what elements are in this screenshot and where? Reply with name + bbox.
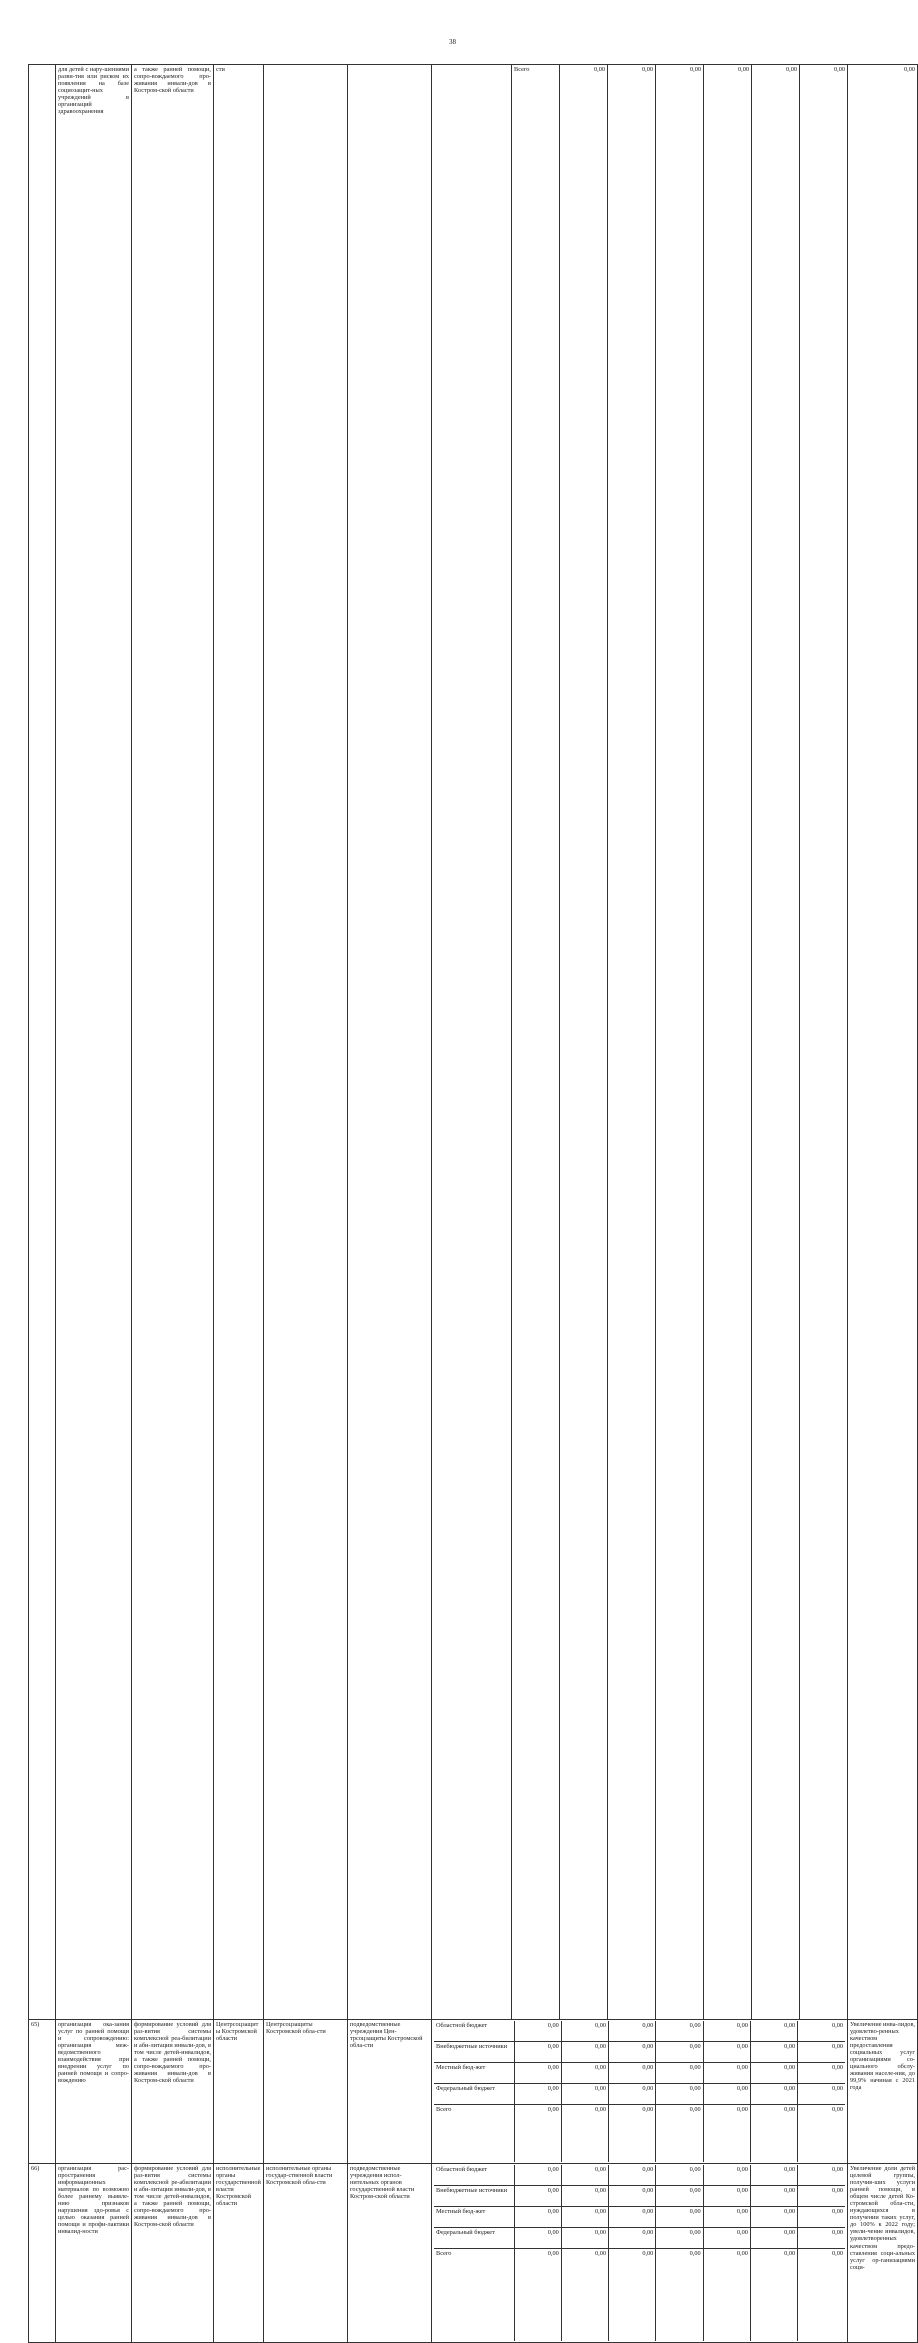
row-number: 65) [29, 2019, 56, 2163]
value-cell: 0,00 [831, 2250, 843, 2258]
row-number [29, 65, 56, 2020]
value-cell: 0,00 [750, 2207, 797, 2228]
value-cell: 0,00 [798, 2042, 845, 2063]
source-label: Федеральный бюджет [434, 2228, 514, 2249]
value-cell: 0,00 [656, 2165, 703, 2186]
source-label: Внебюджетные источники [434, 2042, 514, 2063]
task-cell: организация рас-пространения информационных материалов по возможно более раннему выявле-нию признаков нарушения здо-ровья с целью оказания ранней помощи и профи-лактики инвалид-ности [56, 2163, 132, 2342]
value-cell: 0,00 [561, 2105, 608, 2162]
value-cell: 0,00 [609, 2249, 656, 2341]
source-label: Местный бюд-жет [434, 2207, 514, 2228]
value-cell: 0,00 [561, 2042, 608, 2063]
value-cell: 0,00 [514, 2228, 561, 2249]
value-cell: 0,00 [514, 2249, 561, 2341]
table-row [29, 65, 918, 2020]
value-cell: 0,00 [609, 2228, 656, 2249]
result-cell: Увеличение инва-лидов, удовлетво-ренных качеством предоставления социальных услуг организациями со-циального обслу-живания населе-ния, до 99,9% начиная с 2021 года [848, 2019, 918, 2163]
value-cell: 0,00 [703, 2249, 750, 2341]
program-table [28, 64, 918, 2343]
value-cell: 0,00 [609, 2042, 656, 2063]
source-label: Областной бюджет [434, 2165, 514, 2186]
value-cell: 0,00 [514, 2165, 561, 2186]
value-cell: 0,00 [703, 2042, 750, 2063]
value-cell: 0,00 [514, 2063, 561, 2084]
source-label: Местный бюд-жет [434, 2063, 514, 2084]
value-cell: 0,00 [750, 2063, 797, 2084]
value-cell: 0,00 [561, 2186, 608, 2207]
value-cell: 0,00 [750, 2105, 797, 2162]
value-cell: 0,00 [703, 2105, 750, 2162]
result-cell: Увеличение доли детей целевой группы, получив-ших услуги ранней помощи, в общем числе детей Ко-стромской обла-сти, нуждающихся в получении таких услуг, до 100% к 2022 году; увели-чение инвалидов, удовлетворенных качеством предо-ставления соци-альных услуг ор-ганизациями соци- [848, 2163, 918, 2342]
source-label: Федеральный бюджет [434, 2084, 514, 2105]
value-cell: 0,00 [514, 2084, 561, 2105]
value-cell: 0,00 [514, 2186, 561, 2207]
value-cell: 0,00 [609, 2165, 656, 2186]
executor-cell [264, 65, 348, 2020]
executor-cell: подведомственные учреждения испол-нительных органов государственной власти Костром-ской области [348, 2163, 432, 2342]
page-number: 38 [449, 38, 456, 46]
value-cell: 0,00 [656, 2063, 703, 2084]
value-cell: 0,00 [703, 2228, 750, 2249]
value-cell: 0,00 [656, 2105, 703, 2162]
value-cell: 0,00 [750, 2249, 797, 2341]
table-row [29, 2019, 918, 2163]
executor-cell [348, 65, 432, 2020]
value-cell: 0,00 [609, 2021, 656, 2042]
value-cell: 0,00 [561, 2249, 608, 2341]
executor-cell: Центрсоцзащиты Костромской области [214, 2019, 264, 2163]
value-cell: 0,00 [750, 2228, 797, 2249]
measure-cell: формирование условий для раз-вития системы комплексной ре-абилитации и аби-литации инвали-дов, в том числе детей-инвалидов, а также ранней помощи, сопро-вождаемого про-живания инвали-дов в Костром-ской области [132, 2163, 214, 2342]
value-cell: 0,00 [561, 2165, 608, 2186]
value-cell: 0,00 [561, 2021, 608, 2042]
value-cell: 0,00 [514, 2021, 561, 2042]
value-cell: 0,00 [800, 65, 848, 2020]
value-cell: 0,00 [752, 65, 800, 2020]
value-cell: 0,00 [798, 2186, 845, 2207]
funding-block [432, 2019, 848, 2163]
task-cell: организация ока-зания услуг по ранней помощи и сопровождению: организация меж-ведомственного взаимодействия при внедрении услуг по ранней помощи и сопро-вождению [56, 2019, 132, 2163]
value-cell: 0,00 [656, 2084, 703, 2105]
value-cell: 0,00 [848, 65, 918, 2020]
source-label: Внебюджетные источники [434, 2186, 514, 2207]
value-cell: 0,00 [703, 2186, 750, 2207]
funding-block [432, 2163, 848, 2342]
value-cell: 0,00 [514, 2105, 561, 2162]
value-cell: 0,00 [831, 2106, 843, 2114]
value-cell: 0,00 [750, 2084, 797, 2105]
source-label: Областной бюджет [434, 2021, 514, 2042]
value-cell: 0,00 [798, 2228, 845, 2249]
value-cell: 0,00 [703, 2207, 750, 2228]
value-cell: 0,00 [656, 2228, 703, 2249]
value-cell: 0,00 [703, 2084, 750, 2105]
value-cell: 0,00 [609, 2186, 656, 2207]
value-cell: 0,00 [750, 2042, 797, 2063]
value-cell: 0,00 [608, 65, 656, 2020]
value-cell: 0,00 [609, 2207, 656, 2228]
executor-cell: Центрсоцзащиты Костромской обла-сти [264, 2019, 348, 2163]
value-cell: 0,00 [561, 2084, 608, 2105]
executor-cell: исполнительные органы государ-ственной власти Костромской обла-сти [264, 2163, 348, 2342]
task-cell: для детей с нару-шениями разви-тия или риском их появления на базе социозащит-ных учреждений в организаций здравоохранения [56, 65, 132, 2020]
executor-cell [432, 65, 512, 2020]
value-cell: 0,00 [609, 2084, 656, 2105]
value-cell: 0,00 [798, 2063, 845, 2084]
value-cell: 0,00 [798, 2165, 845, 2186]
value-cell: 0,00 [514, 2042, 561, 2063]
executor-cell: исполнительные органы государственной власти Костромской области [214, 2163, 264, 2342]
value-cell: 0,00 [750, 2186, 797, 2207]
value-cell: 0,00 [750, 2021, 797, 2042]
value-cell: 0,00 [656, 2207, 703, 2228]
value-cell: 0,00 [609, 2105, 656, 2162]
value-cell: 0,00 [561, 2063, 608, 2084]
source-cell: Всего [512, 65, 560, 2020]
value-cell: 0,00 [798, 2207, 845, 2228]
executor-cell: подведомственные учреждения Цен-трсоцзащиты Костромской обла-сти [348, 2019, 432, 2163]
value-cell: 0,00 [703, 2021, 750, 2042]
value-cell: 0,00 [704, 65, 752, 2020]
value-cell: 0,00 [798, 2084, 845, 2105]
table-row [29, 2163, 918, 2342]
executor-cell: сти [214, 65, 264, 2020]
value-cell: 0,00 [798, 2021, 845, 2042]
value-cell: 0,00 [750, 2165, 797, 2186]
source-label: Всего [434, 2105, 514, 2162]
value-cell: 0,00 [656, 2186, 703, 2207]
value-cell: 0,00 [561, 2207, 608, 2228]
measure-cell: формирование условий для раз-вития системы комплексной реа-билитации и аби-литации инвали-дов, в том числе детей-инвалидов, а также ранней помощи, сопро-вождаемого про-живания инвали-дов в Костром-ской области [132, 2019, 214, 2163]
measure-cell: а также ранней помощи, сопро-вождаемого про-живания инвали-дов в Костром-ской области [132, 65, 214, 2020]
value-cell: 0,00 [514, 2207, 561, 2228]
value-cell: 0,00 [703, 2063, 750, 2084]
source-label: Всего [434, 2249, 514, 2341]
row-number: 66) [29, 2163, 56, 2342]
value-cell: 0,00 [656, 2021, 703, 2042]
value-cell: 0,00 [703, 2165, 750, 2186]
value-cell: 0,00 [656, 2042, 703, 2063]
value-cell: 0,00 [561, 2228, 608, 2249]
value-cell: 0,00 [560, 65, 608, 2020]
value-cell: 0,00 [656, 65, 704, 2020]
value-cell: 0,00 [609, 2063, 656, 2084]
value-cell: 0,00 [656, 2249, 703, 2341]
